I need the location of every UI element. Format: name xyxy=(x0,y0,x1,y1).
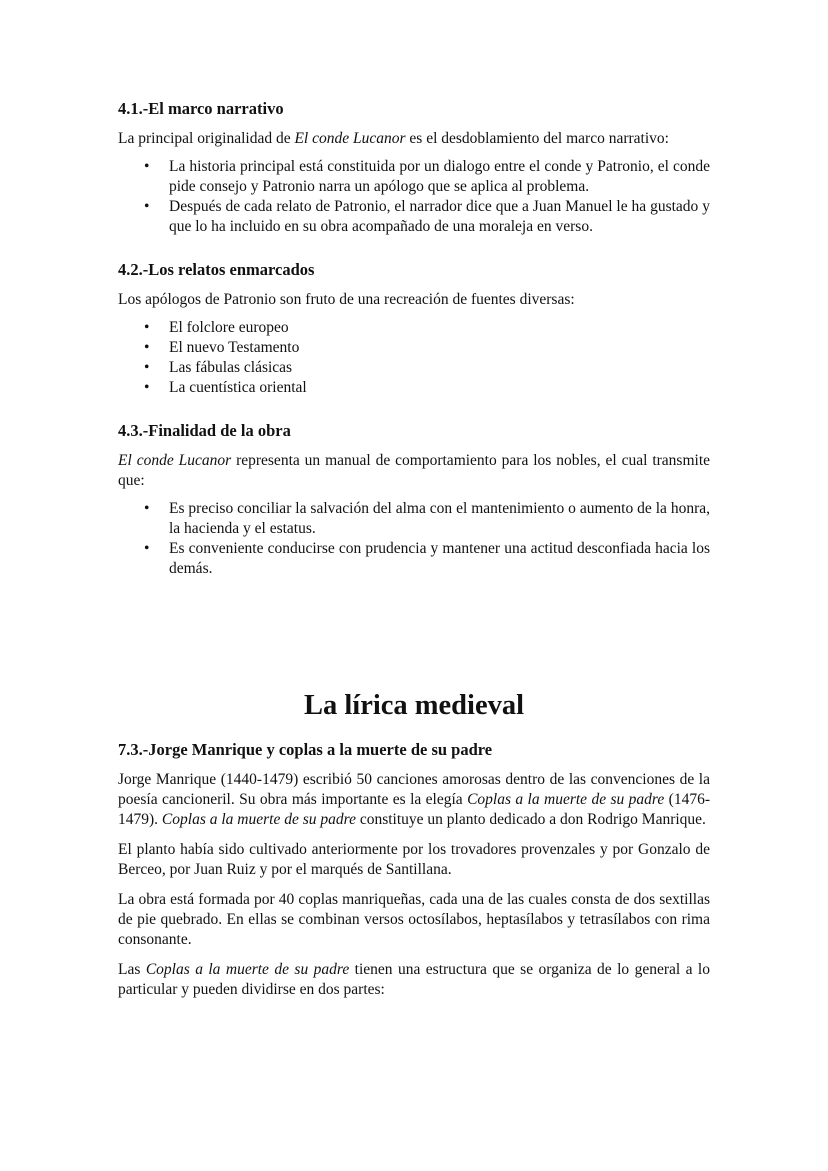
list-item: • La cuentística oriental xyxy=(118,378,710,398)
work-title: Coplas a la muerte de su padre xyxy=(161,811,356,828)
list-item: • Es conveniente conducirse con prudencia y mantener una actitud desconfiada hacia los demás. xyxy=(118,539,710,579)
paragraph: Jorge Manrique (1440-1479) escribió 50 canciones amorosas dentro de las convenciones de la poesía cancioneril. Su obra más importante es la elegía Coplas a la muerte de su padre (1476-1479). Coplas a la muerte de su padre constituye un planto dedicado a don Rodrigo Manrique. xyxy=(118,771,710,828)
work-title: Coplas a la muerte de su padre xyxy=(467,791,665,808)
section-intro: El conde Lucanor representa un manual de comportamiento para los nobles, el cual transmite que: xyxy=(118,452,711,489)
list-item: • Es preciso conciliar la salvación del alma con el mantenimiento o aumento de la honra, la hacienda y el estatus. xyxy=(118,499,710,539)
section-heading: 4.3.-Finalidad de la obra xyxy=(118,421,291,440)
paragraph: El planto había sido cultivado anteriormente por los trovadores provenzales y por Gonzalo de Berceo, por Juan Ruiz y por el marqués de Santillana. xyxy=(118,841,710,878)
bullet-list xyxy=(118,318,710,398)
document-page xyxy=(118,98,710,1010)
section-marco-narrativo xyxy=(118,98,710,237)
section-finalidad xyxy=(118,420,710,579)
section-intro: La principal originalidad de El conde Lucanor es el desdoblamiento del marco narrativo: xyxy=(118,130,669,147)
list-item: • La historia principal está constituida por un dialogo entre el conde y Patronio, el conde pide consejo y Patronio narra un apólogo que se aplica al problema. xyxy=(118,157,710,197)
spacer xyxy=(118,601,710,689)
work-title: El conde Lucanor xyxy=(294,130,406,147)
bullet-list xyxy=(118,499,710,579)
section-intro: Los apólogos de Patronio son fruto de una recreación de fuentes diversas: xyxy=(118,291,575,308)
paragraph: Las Coplas a la muerte de su padre tienen una estructura que se organiza de lo general a lo particular y pueden dividirse en dos partes: xyxy=(118,961,710,998)
work-title: Coplas a la muerte de su padre xyxy=(145,961,350,978)
list-item: • El nuevo Testamento xyxy=(118,338,710,358)
bullet-list xyxy=(118,157,710,237)
paragraph: La obra está formada por 40 coplas manriqueñas, cada una de las cuales consta de dos sextillas de pie quebrado. En ellas se combinan versos octosílabos, heptasílabos y tetrasílabos con rima consonante. xyxy=(118,891,710,948)
page-title: La lírica medieval xyxy=(303,690,525,721)
list-item: • El folclore europeo xyxy=(118,318,710,338)
list-item: • Las fábulas clásicas xyxy=(118,358,710,378)
section-relatos-enmarcados xyxy=(118,259,710,398)
section-heading: 4.2.-Los relatos enmarcados xyxy=(118,260,315,279)
section-manrique xyxy=(118,739,710,1000)
spacer xyxy=(118,723,710,739)
section-heading: 4.1.-El marco narrativo xyxy=(118,99,284,118)
work-title: El conde Lucanor xyxy=(118,452,232,469)
list-item: • Después de cada relato de Patronio, el narrador dice que a Juan Manuel le ha gustado y que lo ha incluido en su obra acompañado de una moraleja en verso. xyxy=(118,197,710,237)
section-heading: 7.3.-Jorge Manrique y coplas a la muerte de su padre xyxy=(118,740,493,759)
